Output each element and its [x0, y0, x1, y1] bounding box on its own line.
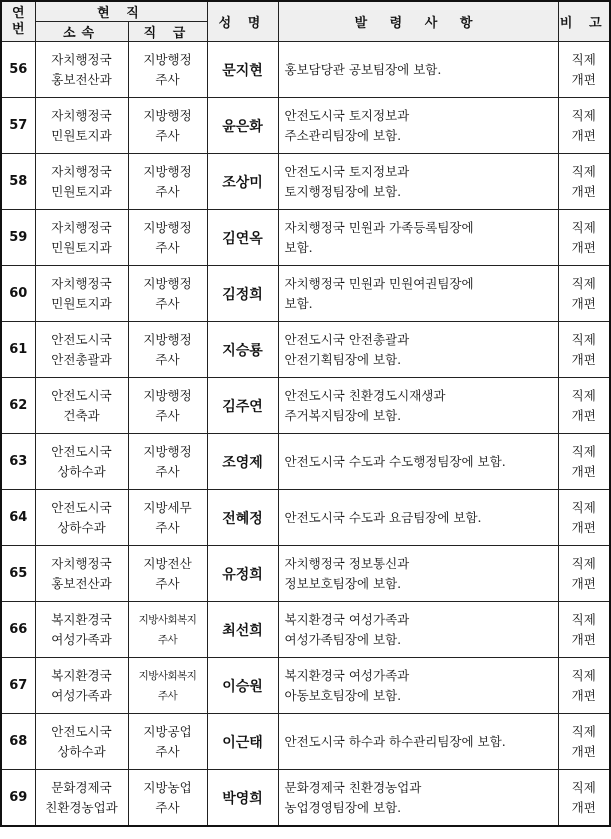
rank-cell: 지방행정 주사	[128, 98, 207, 154]
serial-number: 60	[1, 266, 35, 322]
remark-cell: 직제 개편	[558, 42, 610, 98]
rank-cell: 지방행정 주사	[128, 434, 207, 490]
header-appointment: 발 령 사 항	[278, 1, 558, 42]
table-row	[1, 714, 610, 770]
table-row	[1, 658, 610, 714]
appointment-cell: 복지환경국 여성가족과 아동보호팀장에 보함.	[278, 658, 558, 714]
rank-cell: 지방행정 주사	[128, 322, 207, 378]
department-cell: 자치행정국 홍보전산과	[35, 546, 128, 602]
serial-number: 63	[1, 434, 35, 490]
appointment-cell: 안전도시국 하수과 하수관리팀장에 보함.	[278, 714, 558, 770]
appointment-cell: 안전도시국 토지정보과 토지행정팀장에 보함.	[278, 154, 558, 210]
serial-number: 59	[1, 210, 35, 266]
appointment-cell: 홍보담당관 공보팀장에 보함.	[278, 42, 558, 98]
remark-cell: 직제 개편	[558, 378, 610, 434]
serial-number: 68	[1, 714, 35, 770]
person-name: 최선희	[207, 602, 278, 658]
remark-cell: 직제 개편	[558, 490, 610, 546]
rank-cell: 지방행정 주사	[128, 42, 207, 98]
appointment-cell: 문화경제국 친환경농업과 농업경영팀장에 보함.	[278, 770, 558, 827]
rank-cell: 지방행정 주사	[128, 378, 207, 434]
appointment-cell: 자치행정국 정보통신과 정보보호팀장에 보함.	[278, 546, 558, 602]
table-row	[1, 98, 610, 154]
department-cell: 자치행정국 민원토지과	[35, 154, 128, 210]
serial-number: 56	[1, 42, 35, 98]
department-cell: 자치행정국 민원토지과	[35, 210, 128, 266]
appointment-cell: 복지환경국 여성가족과 여성가족팀장에 보함.	[278, 602, 558, 658]
person-name: 이근태	[207, 714, 278, 770]
remark-cell: 직제 개편	[558, 658, 610, 714]
table-row	[1, 434, 610, 490]
rank-cell: 지방행정 주사	[128, 210, 207, 266]
person-name: 김정희	[207, 266, 278, 322]
rank-cell: 지방농업 주사	[128, 770, 207, 827]
person-name: 이승원	[207, 658, 278, 714]
table-row	[1, 322, 610, 378]
department-cell: 안전도시국 상하수과	[35, 434, 128, 490]
department-cell: 안전도시국 안전총괄과	[35, 322, 128, 378]
person-name: 김주연	[207, 378, 278, 434]
remark-cell: 직제 개편	[558, 98, 610, 154]
serial-number: 67	[1, 658, 35, 714]
rank-cell: 지방행정 주사	[128, 154, 207, 210]
person-name: 조영제	[207, 434, 278, 490]
department-cell: 자치행정국 민원토지과	[35, 266, 128, 322]
header-department: 소속	[35, 22, 128, 42]
header-rank: 직 급	[128, 22, 207, 42]
rank-cell: 지방행정 주사	[128, 266, 207, 322]
rank-cell: 지방공업 주사	[128, 714, 207, 770]
department-cell: 안전도시국 건축과	[35, 378, 128, 434]
person-name: 윤은화	[207, 98, 278, 154]
person-name: 지승룡	[207, 322, 278, 378]
table-row	[1, 490, 610, 546]
department-cell: 자치행정국 민원토지과	[35, 98, 128, 154]
appointment-cell: 안전도시국 안전총괄과 안전기획팀장에 보함.	[278, 322, 558, 378]
rank-cell: 지방전산 주사	[128, 546, 207, 602]
remark-cell: 직제 개편	[558, 714, 610, 770]
department-cell: 복지환경국 여성가족과	[35, 658, 128, 714]
remark-cell: 직제 개편	[558, 210, 610, 266]
serial-number: 69	[1, 770, 35, 827]
department-cell: 복지환경국 여성가족과	[35, 602, 128, 658]
serial-number: 62	[1, 378, 35, 434]
person-name: 조상미	[207, 154, 278, 210]
serial-number: 61	[1, 322, 35, 378]
appointment-cell: 자치행정국 민원과 가족등록팀장에 보함.	[278, 210, 558, 266]
header-row-top	[1, 1, 610, 22]
table-row	[1, 770, 610, 827]
table-row	[1, 154, 610, 210]
header-serial-number: 연 번	[1, 1, 35, 42]
person-name: 김연옥	[207, 210, 278, 266]
table-row	[1, 602, 610, 658]
table-row	[1, 42, 610, 98]
rank-cell: 지방세무 주사	[128, 490, 207, 546]
remark-cell: 직제 개편	[558, 602, 610, 658]
serial-number: 64	[1, 490, 35, 546]
person-name: 문지현	[207, 42, 278, 98]
department-cell: 문화경제국 친환경농업과	[35, 770, 128, 827]
department-cell: 안전도시국 상하수과	[35, 714, 128, 770]
remark-cell: 직제 개편	[558, 154, 610, 210]
remark-cell: 직제 개편	[558, 770, 610, 827]
appointment-cell: 안전도시국 토지정보과 주소관리팀장에 보함.	[278, 98, 558, 154]
rank-cell: 지방사회복지 주사	[128, 658, 207, 714]
remark-cell: 직제 개편	[558, 266, 610, 322]
table-row	[1, 266, 610, 322]
department-cell: 자치행정국 홍보전산과	[35, 42, 128, 98]
serial-number: 66	[1, 602, 35, 658]
serial-number: 65	[1, 546, 35, 602]
remark-cell: 직제 개편	[558, 546, 610, 602]
appointment-cell: 안전도시국 수도과 요금팀장에 보함.	[278, 490, 558, 546]
serial-number: 58	[1, 154, 35, 210]
header-current-position: 현 직	[35, 1, 207, 22]
person-name: 전혜정	[207, 490, 278, 546]
appointment-cell: 안전도시국 수도과 수도행정팀장에 보함.	[278, 434, 558, 490]
appointment-cell: 안전도시국 친환경도시재생과 주거복지팀장에 보함.	[278, 378, 558, 434]
header-name: 성 명	[207, 1, 278, 42]
header-remarks: 비 고	[558, 1, 610, 42]
person-name: 박영희	[207, 770, 278, 827]
remark-cell: 직제 개편	[558, 434, 610, 490]
appointment-cell: 자치행정국 민원과 민원여권팀장에 보함.	[278, 266, 558, 322]
department-cell: 안전도시국 상하수과	[35, 490, 128, 546]
person-name: 유정희	[207, 546, 278, 602]
serial-number: 57	[1, 98, 35, 154]
table-row	[1, 546, 610, 602]
table-body	[1, 42, 610, 827]
rank-cell: 지방사회복지 주사	[128, 602, 207, 658]
remark-cell: 직제 개편	[558, 322, 610, 378]
table-row	[1, 378, 610, 434]
table-row	[1, 210, 610, 266]
